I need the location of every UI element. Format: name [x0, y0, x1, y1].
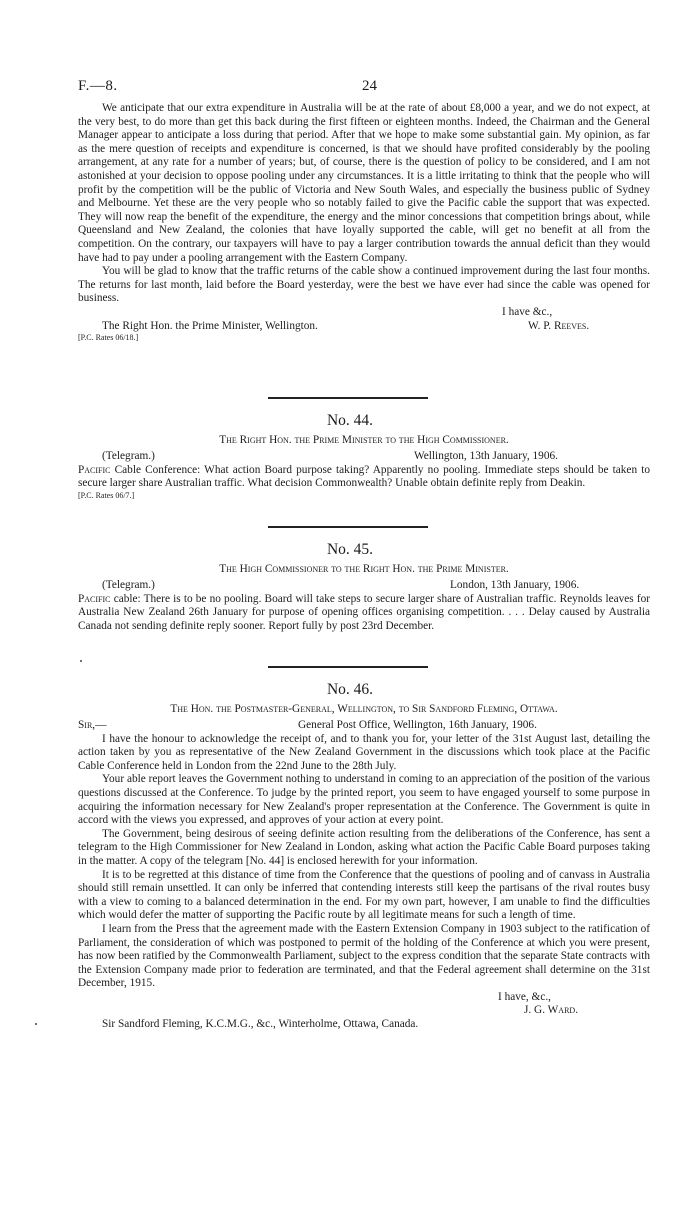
no-44-body [78, 464, 650, 491]
no-46-place-date: General Post Office, Wellington, 16th January, 1906. [298, 719, 537, 731]
page-number: 24 [362, 78, 377, 94]
no-45-telegram-label: (Telegram.) [102, 579, 155, 591]
no-46-addressee: Sir Sandford Fleming, K.C.M.G., &c., Winterholme, Ottawa, Canada. [102, 1018, 419, 1031]
no-45-lead-word: Pacific [78, 592, 111, 605]
no-46-paragraph-1: I have the honour to acknowledge the receipt of, and to thank you for, your letter of the 31st August last, detailing the action taken by you as representative of the New Zealand Government in the discussions which took place at the Pacific Cable Conference held in London from the 22nd June to the 28th July. [78, 732, 650, 772]
no-46-subheading-text: The Hon. the Postmaster-General, Wellington, to Sir Sandford Fleming, Ottawa. [170, 703, 558, 715]
letter-43-addressee: The Right Hon. the Prime Minister, Wellington. [102, 319, 318, 332]
no-44-lead-word: Pacific [78, 463, 111, 476]
page-header [78, 78, 640, 98]
paper-reference: F.—8. [78, 78, 118, 94]
letter-43-section [78, 102, 650, 343]
no-44-text: Cable Conference: What action Board purpose taking? Apparently no pooling. Immediate steps should be taken to secure larger share Australian traffic. What decision Commonwealth? Unable obtain definite reply from Deakin. [78, 463, 650, 490]
no-46-heading: No. 46. [326, 681, 374, 698]
no-46-section [78, 719, 650, 1032]
no-44-subheading: The Right Hon. the Prime Minister to the High Commissioner. [219, 434, 509, 446]
no-44-place-date: Wellington, 13th January, 1906. [414, 450, 558, 462]
letter-43-signature: W. P. Reeves. [528, 319, 590, 332]
no-46-paragraph-3: The Government, being desirous of seeing definite action resulting from the deliberations of the Conference, has sent a telegram to the High Commissioner for New Zealand in London, asking what action the Pacific Cable Board purposes taking in the matter. A copy of the telegram [No. 44] is enclosed herewith for your information. [78, 827, 650, 867]
no-45-text: cable: There is to be no pooling. Board will take steps to secure larger share of Australian traffic. Reynolds leaves for Australia New Zealand 26th January for purpose of opening offices organising competition. . . . Delay caused by Australia Canada not sending definite reply sooner. Report fully by post 23rd December. [78, 592, 650, 632]
divider-rule [268, 397, 428, 399]
no-46-paragraph-4: It is to be regretted at this distance of time from the Conference that the questions of pooling and of canvass in Australia should still remain unsettled. It can only be inferred that contending interests still keep the partisans of the rival routes busy with a view to coming to a balanced determination in the end. For my own part, however, I am unable to find the difficulties which would defer the matter of supporting the Pacific route by all legitimate means for such a length of time. [78, 868, 650, 922]
no-45-subheading: The High Commissioner to the Right Hon. the Prime Minister. [219, 563, 509, 575]
no-44-heading: No. 44. [326, 412, 374, 429]
no-46-paragraph-5: I learn from the Press that the agreement made with the Eastern Extension Company in 1903 subject to the ratification of Parliament, the consideration of which was postponed to permit of the holding of the Conference at which you were present, has now been ratified by the Commonwealth Parliament, subject to the express condition that the separate State contracts with the Extension Company made prior to federation are terminated, and that the Federal agreement shall determine on the 31st December, 1915. [78, 922, 650, 990]
no-45-section [78, 579, 650, 633]
no-44-section [78, 450, 650, 501]
no-46-closing: I have, &c., [498, 990, 552, 1003]
letter-43-closing: I have &c., [502, 305, 553, 318]
print-speck [35, 1023, 37, 1025]
letter-43-file-reference: [P.C. Rates 06/18.] [78, 333, 139, 343]
divider-rule [268, 666, 428, 668]
divider-rule [268, 526, 428, 528]
no-44-file-reference: [P.C. Rates 06/7.] [78, 490, 135, 500]
no-46-signature: J. G. Ward. [524, 1004, 579, 1017]
letter-43-paragraph-1: We anticipate that our extra expenditure in Australia will be at the rate of about £8,000 a year, and we do not expect, at the very best, to do more than get this back during the first fifteen or eighteen months. Indeed, the Chairman and the General Manager appear to anticipate a loss during that period. After that we hope to make some substantial gain. My opinion, as far as the mere question of receipts and expenditure is concerned, is that we should have profited considerably by the pooling arrangement, at any rate for a number of years; but, of course, there is the question of policy to be considered, and I am not astonished at your decision to oppose pooling under any circumstances. It is a little irritating to think that the people who will profit by the competition will be the public of Victoria and New South Wales, and especially the business public of Sydney and Melbourne. Yet these are the very people who so notably failed to give the Pacific cable the support that was expected. They will now reap the benefit of the expenditure, the energy and the minor concessions that competition brings about, while Queensland and New Zealand, the colonies that have loyally supported the cable, will get no benefit at all from the competition. On the contrary, our taxpayers will have to pay a larger contribution towards the annual deficit than they would have had to pay under a pooling arrangement with the Eastern Company. [78, 102, 650, 264]
letter-43-paragraph-2: You will be glad to know that the traffic returns of the cable show a continued improvement during the last four months. The returns for last month, laid before the Board yesterday, were the best we have ever had since the cable was opened for business. [78, 265, 650, 305]
no-46-salutation: Sir,— [78, 719, 107, 731]
no-46-subheading [78, 703, 650, 715]
no-45-place-date: London, 13th January, 1906. [450, 579, 580, 591]
no-45-body [78, 593, 650, 634]
no-46-paragraph-2: Your able report leaves the Government nothing to understand in coming to an appreciation of the position of the various questions discussed at the Conference. To judge by the printed report, you seem to have engaged yourself to some purpose in acquiring the information necessary for New Zealand's proper representation at the Conference. The Government is quite in accord with the views you expressed, and approves of your action at every point. [78, 773, 650, 827]
no-45-heading: No. 45. [326, 541, 374, 558]
no-44-telegram-label: (Telegram.) [102, 450, 155, 462]
print-speck [80, 660, 82, 662]
